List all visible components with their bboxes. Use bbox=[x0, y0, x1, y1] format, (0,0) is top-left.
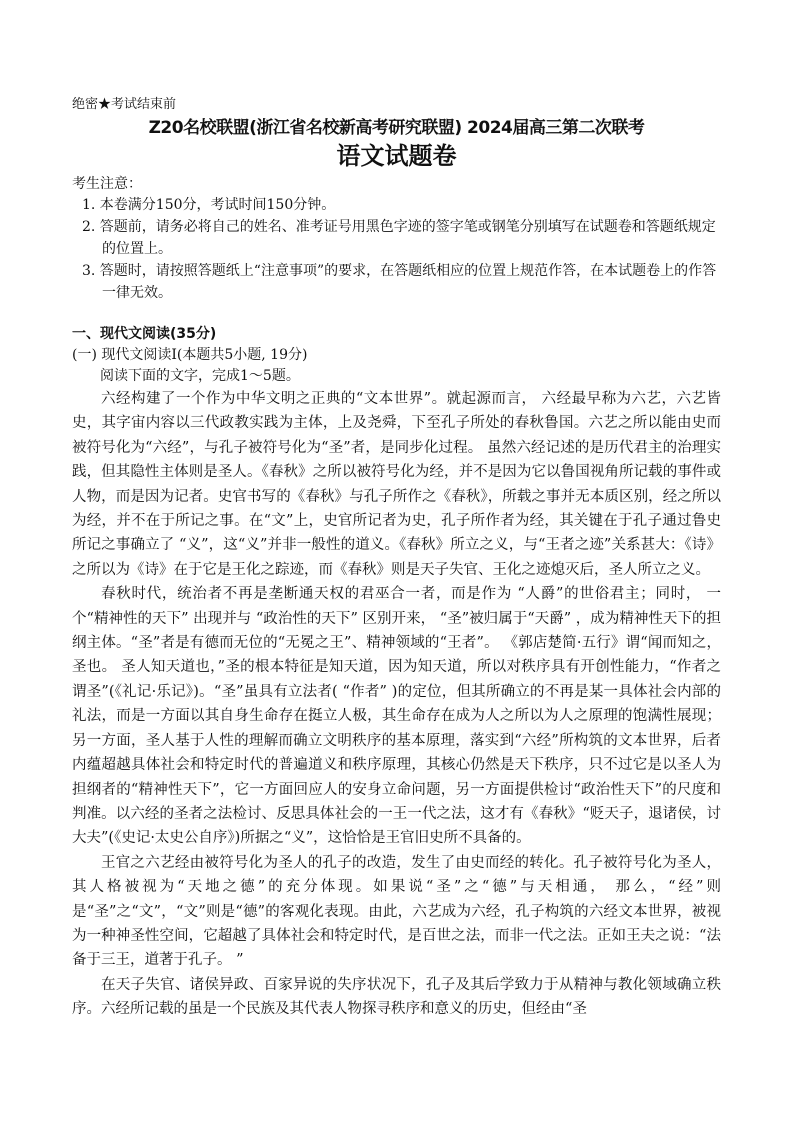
exam-title: Z20名校联盟(浙江省名校新高考研究联盟) 2024届高三第二次联考 bbox=[148, 118, 645, 138]
candidate-notice bbox=[72, 174, 721, 304]
notice-heading: 考生注意： bbox=[72, 176, 142, 192]
notice-item-1: 1. 本卷满分150分，考试时间150分钟。 bbox=[82, 197, 336, 213]
passage-paragraph-2: 春秋时代，统治者不再是垄断通天权的君巫合一者，而是作为 “人爵”的世俗君主；同时， 一个“精神性的天下” 出现并与 “政治性的天下” 区别开来， “圣”被归属于“天爵” ，成为精神性天下的担纲主体。“圣”者是有德而无位的“无冕之王”、精神领域的“王者”。 《郭店楚简·五行》谓“闻而知之， 圣也。 圣人知天道也，”圣的根本特征是知天道，因为知天道，所以对秩序具有开创性能力，“作者之谓圣”(《礼记·乐记》)。“圣”虽具有立法者( “作者” )的定位，但其所确立的不再是某一具体社会内部的礼法，而是一方面以其自身生命存在挺立人极，其生命存在成为人之所以为人之原理的饱满性展现；另一方面，圣人基于人性的理解而确立文明秩序的基本原理，落实到“六经”所构筑的文本世界，后者内蕴超越具体社会和特定时代的普遍道义和秩序原理，其核心仍然是天下秩序，只不过它是以圣人为担纲者的“精神性天下”，它一方面回应人的安身立命问题，另一方面提供检讨“政治性天下”的尺度和判准。以六经的圣者之法检讨、反思具体社会的一王一代之法，这才有《春秋》“贬天子，退诸侯，讨大夫”(《史记·太史公自序》)所据之“义”，这恰恰是王官旧史所不具备的。 bbox=[72, 586, 721, 847]
secret-label: 绝密★考试结束前 bbox=[72, 97, 177, 112]
section-title: 一、现代文阅读(35分) bbox=[72, 326, 217, 342]
notice-item-2: 2. 答题前，请务必将自己的姓名、准考证号用黑色字迹的签字笔或钢笔分别填写在试题卷和答题纸规定的位置上。 bbox=[82, 219, 716, 257]
reading-section bbox=[72, 324, 721, 1022]
passage-paragraph-1: 六经构建了一个作为中华文明之正典的“文本世界”。就起源而言， 六经最早称为六艺，六艺皆史，其字宙内容以三代政教实践为主体，上及尧舜，下至孔子所处的春秋鲁国。六艺之所以能由史而被符号化为“六经”，与孔子被符号化为“圣”者，是同步化过程。 虽然六经记述的是历代君主的治理实践，但其隐性主体则是圣人。《春秋》之所以被符号化为经，并不是因为它以鲁国视角所记载的事件或人物，而是因为记者。史官书写的《春秋》与孔子所作之《春秋》，所载之事并无本质区别，经之所以为经，并不在于所记之事。在“文”上，史官所记者为史，孔子所作者为经，其关键在于孔子通过鲁史所记之事确立了 “义”，这“义”并非一般性的道义。《春秋》所立之义，与“王者之迹”关系甚大：《诗》之所以为《诗》在于它是王化之踪迹，而《春秋》则是天子失官、王化之迹熄灭后，圣人所立之义。 bbox=[72, 391, 721, 578]
subsection-title: (一) 现代文阅读Ⅰ(本题共5小题, 19分) bbox=[72, 347, 308, 363]
spacer bbox=[72, 304, 721, 324]
passage-paragraph-3: 王官之六艺经由被符号化为圣人的孔子的改造，发生了由史而经的转化。孔子被符号化为圣人，其人格被视为“天地之德”的充分体现。如果说“圣”之“德”与天相通， 那么，“经”则是“圣”之“文”，“文”则是“德”的客观化表现。由此，六艺成为六经，孔子构筑的六经文本世界，被视为一种神圣性空间，它超越了具体社会和特定时代，是百世之法，而非一代之法。正如王夫之说：“法备于三王，道著于孔子。 ” bbox=[72, 854, 721, 969]
paper-title: 语文试题卷 bbox=[336, 142, 457, 170]
reading-instruction: 阅读下面的文字，完成1～5题。 bbox=[100, 368, 300, 384]
notice-item-3: 3. 答题时，请按照答题纸上“注意事项”的要求，在答题纸相应的位置上规范作答，在本试题卷上的作答一律无效。 bbox=[82, 263, 717, 301]
passage-paragraph-4: 在天子失官、诸侯异政、百家异说的失序状况下，孔子及其后学致力于从精神与教化领域确立秩序。六经所记载的虽是一个民族及其代表人物探寻秩序和意义的历史，但经由“圣 bbox=[72, 976, 721, 1018]
